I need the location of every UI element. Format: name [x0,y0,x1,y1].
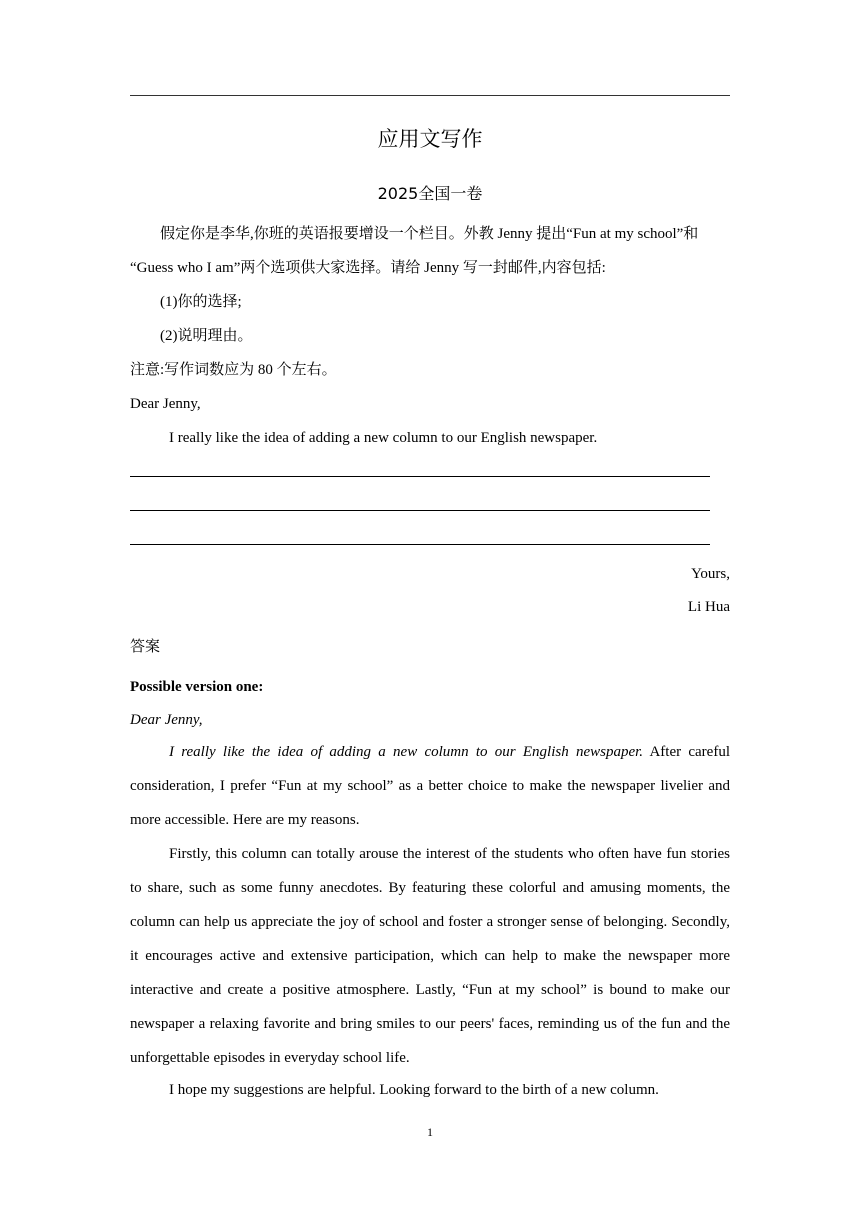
writing-blank-line [130,544,710,545]
prompt-note: 注意:写作词数应为 80 个左右。 [130,362,337,378]
prompt-greeting: Dear Jenny, [130,396,201,412]
answer-greeting: Dear Jenny, [130,712,203,728]
exam-subtitle: 2025全国一卷 [377,184,483,203]
prompt-opening: I really like the idea of adding a new column to our English newspaper. [169,430,598,446]
header-rule [130,95,730,96]
prompt-line-2: “Guess who I am”两个选项供大家选择。请给 Jenny 写一封邮件,内容包括: [130,260,606,276]
answer-opening-sentence: I really like the idea of adding a new column to our English newspaper. [169,744,644,760]
answer-paragraph-3: I hope my suggestions are helpful. Looking forward to the birth of a new column. [169,1082,659,1098]
prompt-line-1: 假定你是李华,你班的英语报要增设一个栏目。外教 Jenny 提出“Fun at my school”和 [160,226,699,242]
writing-blank-line [130,510,710,511]
answer-paragraph-1 [130,735,730,837]
writing-blank-line [130,476,710,477]
prompt-item-2: (2)说明理由。 [160,328,253,344]
prompt-closing: Yours, [691,566,730,582]
answer-paragraph-1-rest: After careful consideration, I prefer “Fun at my school” as a better choice to make the newspaper livelier and more accessible. Here are my reasons. [130,744,730,828]
answer-paragraph-2: Firstly, this column can totally arouse the interest of the students who often have fun stories to share, such as some funny anecdotes. By featuring these colorful and amusing moments, the column can help us appreciate the joy of school and foster a stronger sense of belonging. Secondly, it encourages active and extensive participation, which can help to make the newspaper more interactive and create a positive atmosphere. Lastly, “Fun at my school” is bound to make our newspaper a relaxing favorite and bring smiles to our peers' faces, reminding us of the fun and the unforgettable episodes in everyday school life. [130,846,730,1066]
prompt-signature: Li Hua [687,599,730,615]
page-number: 1 [427,1125,433,1139]
version-label: Possible version one: [130,679,264,695]
page-title: 应用文写作 [377,127,483,151]
answer-heading: 答案 [130,637,161,655]
prompt-item-1: (1)你的选择; [160,294,242,310]
